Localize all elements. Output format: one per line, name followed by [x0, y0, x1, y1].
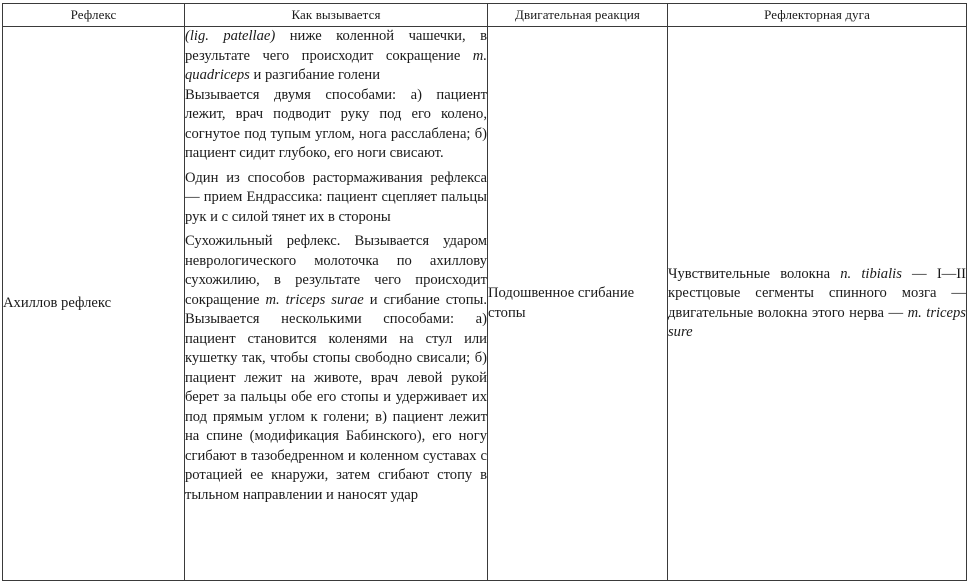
arc-text-a: Чувствительные волокна — [668, 265, 841, 282]
table-header-row — [3, 4, 967, 27]
italic-term-lig-patellae: (lig. patellae) — [185, 28, 276, 44]
how-paragraph-1 — [185, 27, 487, 86]
italic-term-triceps-surae: m. triceps surae — [265, 291, 364, 308]
header-reflex: Рефлекс — [3, 4, 185, 27]
how-paragraph-3: Один из способов растормаживания рефлекса — прием Ендрассика: пациент сцепляет пальцы рук и с силой тянет их в стороны — [185, 169, 487, 225]
cell-motor-response: Подошвенное сгибание стопы — [488, 27, 668, 581]
how-paragraph-2: Вызывается двумя способами: а) пациент лежит, врач подводит руку под его колено, согнутое под тупым углом, нога расслаблена; б) пациент сидит глубоко, его ноги свисают. — [185, 86, 487, 161]
table-row — [3, 27, 967, 581]
header-how-evoked: Как вызывается — [185, 4, 488, 27]
cell-reflex-arc — [668, 27, 967, 581]
arc-text-b: — I—II крестцовые сегменты спинного мозга — двигательные волокна этого нерва — — [668, 265, 966, 321]
italic-term-quadriceps: m. quadriceps — [185, 47, 487, 83]
header-reflex-arc: Рефлекторная дуга — [668, 4, 967, 27]
how-p4-text-a: Сухожильный рефлекс. Вызывается ударом неврологического молоточка по ахиллову сухожилию, в результате чего происходит сокращение — [185, 233, 487, 308]
cell-how-evoked — [185, 27, 488, 581]
reflex-table — [2, 3, 967, 581]
header-motor-response: Двигательная реакция — [488, 4, 668, 27]
how-p1-text-a: ниже коленной чашечки, в результате чего происходит сокращение — [185, 28, 487, 64]
how-paragraph-4 — [185, 232, 487, 505]
italic-term-tibialis: n. tibialis — [840, 265, 902, 282]
cell-reflex-name: Ахиллов рефлекс — [3, 27, 185, 581]
how-p1-text-b: и разгибание голени — [249, 67, 381, 83]
italic-term-triceps-sure: m. triceps sure — [668, 304, 966, 340]
how-p4-text-b: и сгибание стопы. Вызывается несколькими способами: а) пациент становится коленями на стул или кушетку так, чтобы стопы свободно свисали; б) пациент лежит на животе, врач левой рукой берет за пальцы обе его стопы и удерживает их под прямым углом к голени; в) пациент лежит на спине (модификация Бабинского), его ногу сгибают в тазобедренном и коленном суставах с ротацией ее кнаружи, затем сгибают стопу в тыльном направлении и наносят удар — [185, 291, 487, 503]
